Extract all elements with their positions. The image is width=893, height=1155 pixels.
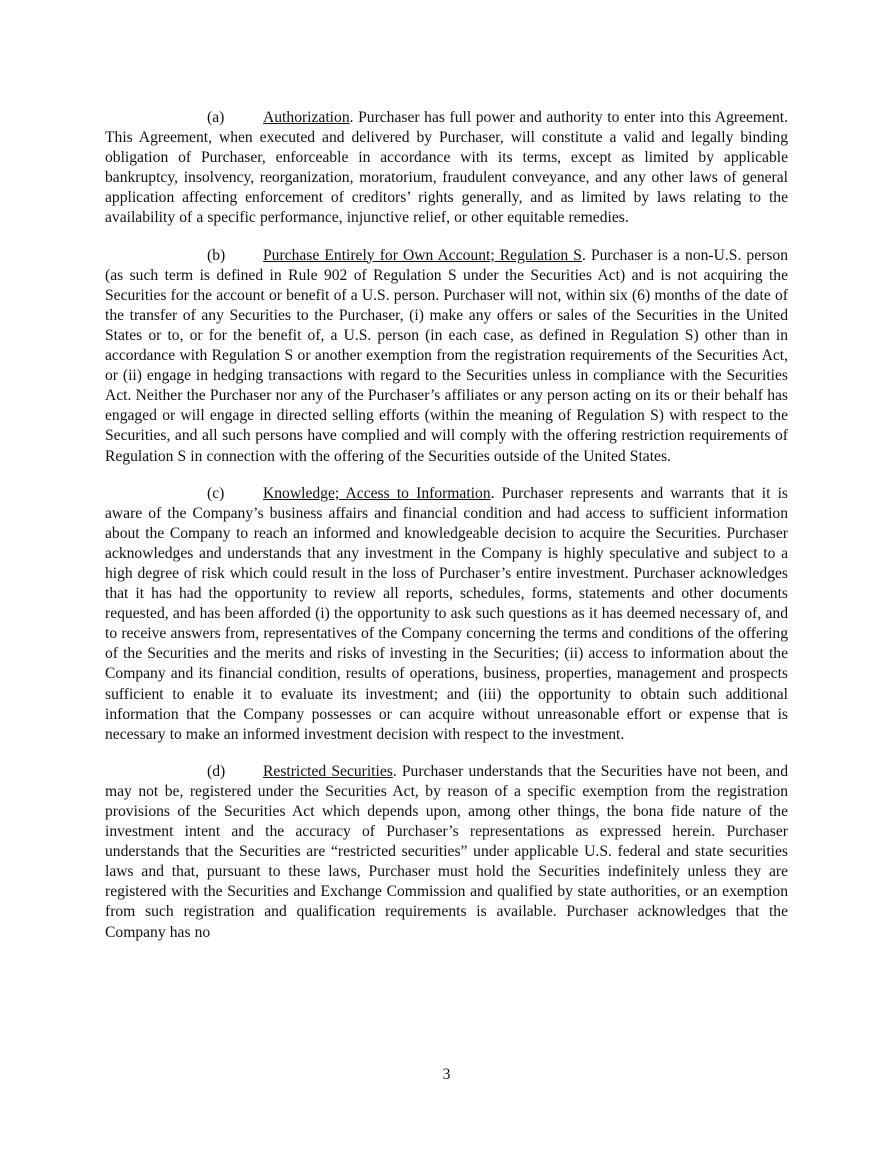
page-number: 3 [442, 1066, 451, 1083]
section-heading: Purchase Entirely for Own Account; Regulation S [263, 246, 582, 264]
section-label: (b) [207, 246, 226, 264]
section-label: (c) [207, 484, 225, 502]
section-heading: Authorization [263, 109, 350, 126]
section-body: . Purchaser is a non-U.S. person (as such term is defined in Rule 902 of Regulation S under the Securities Act) and is not acquiring the Securities for the account or benefit of a U.S. person. Purchaser will not, within six (6) months of the date of the transfer of any Securities to the Purchaser, (i) make any offers or sales of the Securities in the United States or to, or for the benefit of, a U.S. person (in each case, as defined in Regulation S) other than in accordance with Regulation S or another exemption from the registration requirements of the Securities Act, or (ii) engage in hedging transactions with regard to the Securities unless in compliance with the Securities Act. Neither the Purchaser nor any of the Purchaser’s affiliates or any person acting on its or their behalf has engaged or will engage in directed selling efforts (within the meaning of Regulation S) with respect to the Securities, and all such persons have complied and will comply with the offering restriction requirements of Regulation S in connection with the offering of the Securities outside of the United States. [105, 246, 789, 465]
section-d-paragraph [105, 762, 788, 943]
document-body [105, 108, 788, 960]
section-b-paragraph [105, 246, 788, 467]
section-body: . Purchaser understands that the Securities have not been, and may not be, registered under the Securities Act, by reason of a specific exemption from the registration provisions of the Securities Act which depends upon, among other things, the bona fide nature of the investment intent and the accuracy of Purchaser’s representations as expressed herein. Purchaser understands that the Securities are “restricted securities” under applicable U.S. federal and state securities laws and that, pursuant to these laws, Purchaser must hold the Securities indefinitely unless they are registered with the Securities and Exchange Commission and qualified by state authorities, or an exemption from such registration and qualification requirements is available. Purchaser acknowledges that the Company has no [105, 762, 788, 941]
section-heading: Restricted Securities [263, 762, 393, 780]
section-body: . Purchaser has full power and authority to enter into this Agreement. This Agreement, when executed and delivered by Purchaser, will constitute a valid and legally binding obligation of Purchaser, enforceable in accordance with its terms, except as limited by applicable bankruptcy, insolvency, reorganization, moratorium, fraudulent conveyance, and any other laws of general application affecting enforcement of creditors’ rights generally, and as limited by laws relating to the availability of a specific performance, injunctive relief, or other equitable remedies. [105, 109, 788, 227]
section-label: (a) [207, 109, 225, 126]
section-label: (d) [207, 762, 226, 780]
section-body: . Purchaser represents and warrants that it is aware of the Company’s business affairs and financial condition and had access to sufficient information about the Company to reach an informed and knowledgeable decision to acquire the Securities. Purchaser acknowledges and understands that any investment in the Company is highly speculative and subject to a high degree of risk which could result in the loss of Purchaser’s entire investment. Purchaser acknowledges that it has had the opportunity to review all reports, schedules, forms, statements and other documents requested, and has been afforded (i) the opportunity to ask such questions as it has deemed necessary of, and to receive answers from, representatives of the Company concerning the terms and conditions of the offering of the Securities and the merits and risks of investing in the Securities; (ii) access to information about the Company and its financial condition, results of operations, business, properties, management and prospects sufficient to enable it to evaluate its investment; and (iii) the opportunity to obtain such additional information that the Company possesses or can acquire without unreasonable effort or expense that is necessary to make an informed investment decision with respect to the investment. [105, 484, 788, 743]
section-heading: Knowledge; Access to Information [263, 484, 491, 502]
section-c-paragraph [105, 484, 788, 745]
section-a-paragraph [105, 108, 788, 229]
